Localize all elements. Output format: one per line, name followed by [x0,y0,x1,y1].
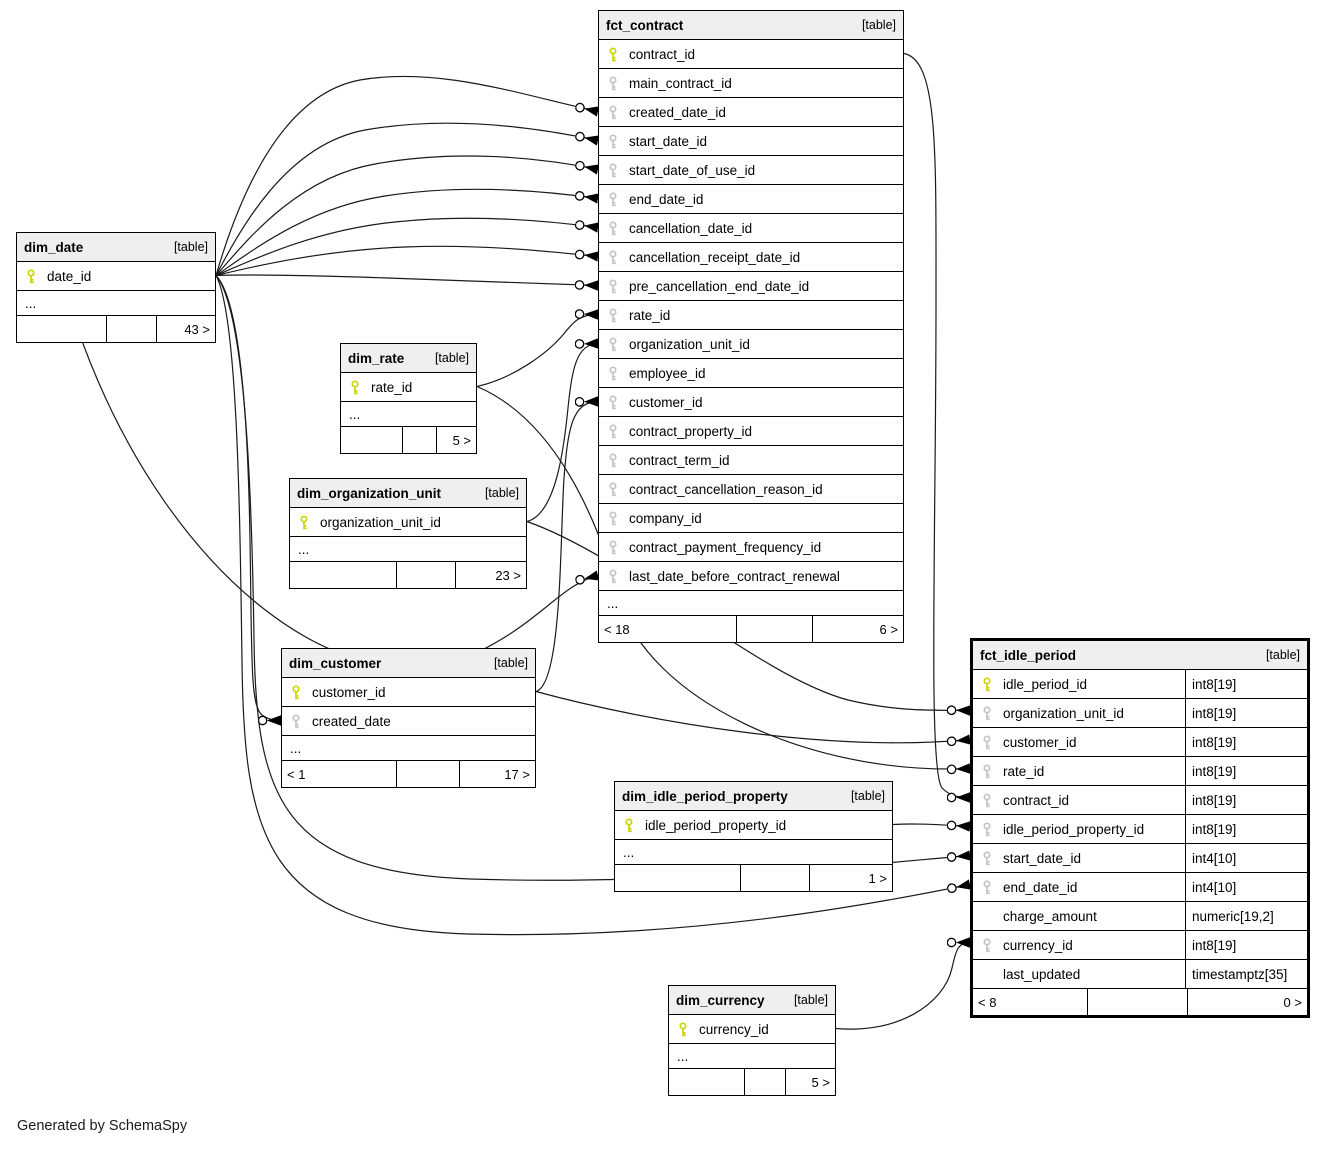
children-count: 17 > [459,761,535,787]
column-row [599,359,903,388]
key-icon-slot [607,76,629,91]
column-type: int8[19] [1185,757,1307,785]
table-name[interactable]: dim_date [24,239,84,255]
column-name: currency_id [1003,937,1073,953]
column-row [599,417,903,446]
foreign-key-icon [981,764,993,779]
column-name: start_date_id [1003,850,1082,866]
primary-key-icon [623,818,635,833]
edge-dim_currency-fct_idle_period-currency_id [836,943,970,1030]
column-row [599,301,903,330]
key-icon-slot [607,250,629,265]
table-name[interactable]: dim_rate [348,350,405,366]
column-row [599,272,903,301]
column-name: organization_unit_id [320,514,441,530]
more-columns-row: ... [17,291,215,316]
foreign-key-icon [607,366,619,381]
column-row [973,873,1307,902]
foreign-key-icon [981,880,993,895]
key-icon-slot [25,269,47,284]
key-icon-slot [677,1022,699,1037]
key-icon-slot [290,685,312,700]
column-name: created_date_id [629,104,726,120]
table-name[interactable]: dim_idle_period_property [622,788,788,804]
column-row [973,960,1307,989]
foreign-key-icon [607,453,619,468]
table-header [282,649,535,678]
more-columns-row: ... [290,537,526,562]
column-row [599,40,903,69]
key-icon-slot [981,822,1003,837]
foreign-key-icon [607,250,619,265]
column-row [282,707,535,736]
column-name: customer_id [1003,734,1077,750]
column-name: charge_amount [1003,908,1097,924]
column-type: timestamptz[35] [1185,960,1307,988]
key-icon-slot [607,511,629,526]
parents-count [17,316,106,342]
edge-dim_date-fct_contract-start_date_id [216,123,598,275]
column-name: last_updated [1003,966,1081,982]
column-row [599,330,903,359]
key-icon-slot [607,163,629,178]
column-row [290,508,526,537]
key-icon-slot [607,366,629,381]
table-footer [341,427,476,453]
column-name: start_date_of_use_id [629,162,756,178]
column-row [599,185,903,214]
table-type-tag: [table] [1265,648,1300,662]
column-name: employee_id [629,365,706,381]
foreign-key-icon [607,395,619,410]
edge-dim_organization_unit-fct_contract-organization_unit_id [527,344,598,522]
column-name: idle_period_property_id [1003,821,1145,837]
edge-fct_contract-fct_idle_period-contract_id [904,54,970,798]
edge-dim_date-fct_contract-end_date_id [216,189,598,275]
edge-dim_idle_period_property-fct_idle_period-idle_period_property_id [893,824,970,827]
column-row [973,786,1307,815]
column-row [599,98,903,127]
key-icon-slot [981,677,1003,692]
edge-dim_date-fct_contract-start_date_of_use_id [216,156,598,276]
column-name: company_id [629,510,702,526]
column-row [341,373,476,402]
column-row [599,69,903,98]
column-name: contract_id [629,46,696,62]
foreign-key-icon [607,337,619,352]
foreign-key-icon [607,192,619,207]
column-type: numeric[19,2] [1185,902,1307,930]
key-icon-slot [607,424,629,439]
parents-count [341,427,402,453]
edge-dim_customer-fct_idle_period-customer_id [536,692,970,743]
foreign-key-icon [607,105,619,120]
more-columns-row: ... [669,1044,835,1069]
foreign-key-icon [607,279,619,294]
children-count: 5 > [436,427,477,453]
parents-count: < 8 [978,994,997,1010]
primary-key-icon [349,380,361,395]
edge-dim_date-dim_customer-created_date [216,276,281,721]
column-row [973,931,1307,960]
table-type-tag: [table] [850,789,885,803]
column-name: contract_term_id [629,452,730,468]
column-name: rate_id [629,307,671,323]
children-count: 23 > [455,562,526,588]
table-header [290,479,526,508]
edge-dim_date-fct_contract-pre_cancellation_end_date_id [216,275,598,286]
parents-count: < 1 [287,766,306,782]
foreign-key-icon [981,735,993,750]
column-row [973,902,1307,931]
foreign-key-icon [607,424,619,439]
footer-spacer [1087,989,1187,1015]
key-icon-slot [607,134,629,149]
column-type: int8[19] [1185,670,1307,698]
primary-key-icon [290,685,302,700]
column-row [599,446,903,475]
primary-key-icon [298,515,310,530]
key-icon-slot [981,735,1003,750]
foreign-key-icon [607,482,619,497]
column-name: rate_id [371,379,413,395]
foreign-key-icon [607,134,619,149]
column-name: end_date_id [1003,879,1078,895]
key-icon-slot [981,938,1003,953]
column-type: int8[19] [1185,815,1307,843]
column-name: rate_id [1003,763,1045,779]
table-header [599,11,903,40]
key-icon-slot [981,764,1003,779]
column-name: date_id [47,268,92,284]
key-icon-slot [623,818,645,833]
key-icon-slot [607,308,629,323]
more-columns-row: ... [282,736,535,761]
column-row [599,388,903,417]
column-name: idle_period_id [1003,676,1088,692]
table-name[interactable]: dim_currency [676,992,765,1008]
column-type: int8[19] [1185,786,1307,814]
column-row [615,811,892,840]
column-row [599,533,903,562]
key-icon-slot [607,482,629,497]
column-row [599,562,903,591]
foreign-key-icon [607,511,619,526]
key-icon-slot [607,540,629,555]
column-type: int8[19] [1185,699,1307,727]
edge-dim_rate-fct_contract-rate_id [477,314,598,386]
children-count: 43 > [156,316,215,342]
column-row [282,678,535,707]
column-name: created_date [312,713,391,729]
footer-spacer [744,1069,786,1095]
edge-dim_customer-fct_contract-customer_id [536,402,598,692]
table-name[interactable]: dim_customer [289,655,382,671]
table-dim_rate [340,343,477,454]
foreign-key-icon [607,221,619,236]
more-columns-row: ... [341,402,476,427]
table-header [973,641,1307,670]
footer-spacer [396,761,459,787]
table-footer [290,562,526,588]
foreign-key-icon [981,793,993,808]
key-icon-slot [981,851,1003,866]
parents-count [290,562,396,588]
key-icon-slot [298,515,320,530]
column-type: int4[10] [1185,844,1307,872]
foreign-key-icon [981,938,993,953]
column-name: customer_id [312,684,386,700]
foreign-key-icon [981,851,993,866]
table-header [341,344,476,373]
table-header [669,986,835,1015]
edge-dim_date-fct_contract-cancellation_receipt_date_id [216,246,598,275]
table-dim_customer [281,648,536,788]
footer-spacer [402,427,436,453]
footer-spacer [736,616,812,642]
table-dim_currency [668,985,836,1096]
parents-count [615,865,740,891]
column-row [973,815,1307,844]
column-type: int4[10] [1185,873,1307,901]
footer-spacer [106,316,156,342]
column-row [973,699,1307,728]
primary-key-icon [25,269,37,284]
primary-key-icon [677,1022,689,1037]
key-icon-slot [981,706,1003,721]
parents-count [669,1069,744,1095]
footer-spacer [740,865,809,891]
table-footer [599,616,903,642]
table-fct_idle_period [970,638,1310,1018]
table-type-tag: [table] [434,351,469,365]
column-type: int8[19] [1185,728,1307,756]
column-name: start_date_id [629,133,708,149]
column-name: contract_property_id [629,423,753,439]
key-icon-slot [607,569,629,584]
primary-key-icon [607,47,619,62]
foreign-key-icon [607,76,619,91]
table-type-tag: [table] [484,486,519,500]
edge-dim_date-fct_contract-created_date_id [216,76,598,275]
column-row [599,127,903,156]
table-footer [973,989,1307,1015]
key-icon-slot [290,714,312,729]
column-row [599,156,903,185]
foreign-key-icon [981,822,993,837]
column-name: customer_id [629,394,703,410]
key-icon-slot [607,47,629,62]
key-icon-slot [607,192,629,207]
foreign-key-icon [981,706,993,721]
table-footer [17,316,215,342]
footer-spacer [396,562,455,588]
table-footer [669,1069,835,1095]
key-icon-slot [607,337,629,352]
column-name: contract_cancellation_reason_id [629,481,823,497]
key-icon-slot [607,453,629,468]
column-name: organization_unit_id [629,336,750,352]
column-row [669,1015,835,1044]
key-icon-slot [607,395,629,410]
key-icon-slot [981,793,1003,808]
column-row [973,844,1307,873]
foreign-key-icon [607,540,619,555]
children-count: 6 > [812,616,903,642]
key-icon-slot [607,221,629,236]
foreign-key-icon [607,569,619,584]
table-name[interactable]: fct_contract [606,17,684,33]
table-footer [615,865,892,891]
column-row [599,243,903,272]
column-row [973,757,1307,786]
column-name: organization_unit_id [1003,705,1124,721]
children-count: 1 > [809,865,892,891]
table-dim_date [16,232,216,343]
column-row [973,670,1307,699]
table-dim_idle_period_property [614,781,893,892]
column-name: cancellation_date_id [629,220,753,236]
key-icon-slot [607,279,629,294]
key-icon-slot [981,880,1003,895]
table-name[interactable]: fct_idle_period [980,647,1077,663]
children-count: 5 > [785,1069,835,1095]
column-type: int8[19] [1185,931,1307,959]
table-dim_organization_unit [289,478,527,589]
foreign-key-icon [607,163,619,178]
more-columns-row: ... [615,840,892,865]
primary-key-icon [981,677,993,692]
table-type-tag: [table] [793,993,828,1007]
table-header [615,782,892,811]
generator-credit: Generated by SchemaSpy [17,1118,188,1134]
column-row [973,728,1307,757]
parents-count: < 18 [604,621,630,637]
column-row [17,262,215,291]
table-type-tag: [table] [173,240,208,254]
table-header [17,233,215,262]
key-icon-slot [349,380,371,395]
key-icon-slot [607,105,629,120]
foreign-key-icon [290,714,302,729]
column-name: contract_payment_frequency_id [629,539,822,555]
column-name: end_date_id [629,191,704,207]
table-fct_contract [598,10,904,643]
children-count: 0 > [1187,989,1307,1015]
column-name: contract_id [1003,792,1070,808]
more-columns-row: ... [599,591,903,616]
table-type-tag: [table] [861,18,896,32]
foreign-key-icon [607,308,619,323]
column-row [599,504,903,533]
column-name: cancellation_receipt_date_id [629,249,801,265]
column-row [599,475,903,504]
column-name: pre_cancellation_end_date_id [629,278,810,294]
table-type-tag: [table] [493,656,528,670]
table-name[interactable]: dim_organization_unit [297,485,442,501]
column-row [599,214,903,243]
column-name: idle_period_property_id [645,817,787,833]
edge-dim_date-fct_contract-cancellation_date_id [216,218,598,275]
column-name: last_date_before_contract_renewal [629,568,840,584]
table-footer [282,761,535,787]
column-name: main_contract_id [629,75,732,91]
column-name: currency_id [699,1021,769,1037]
